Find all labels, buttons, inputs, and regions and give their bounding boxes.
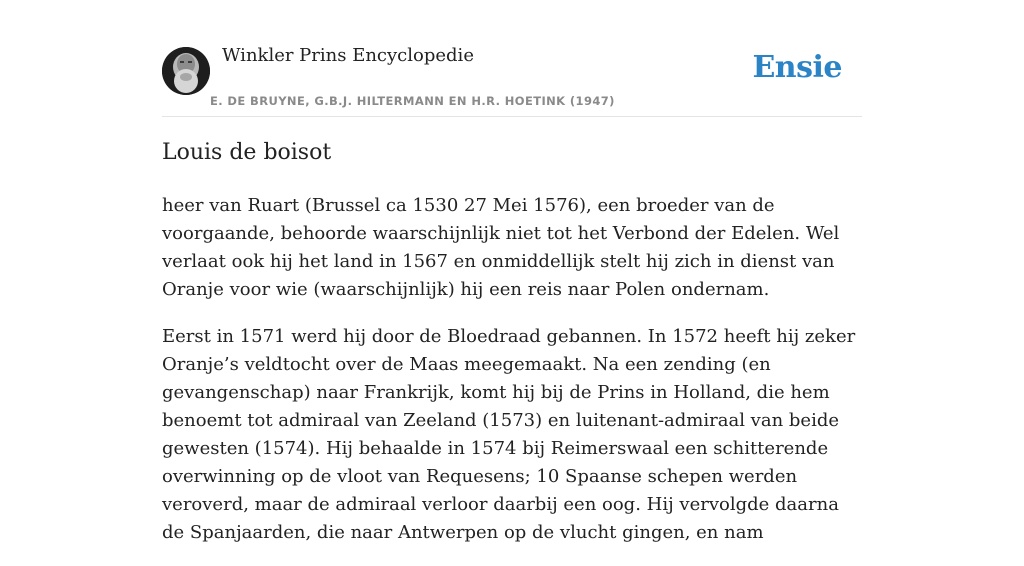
entry-paragraph: heer van Ruart (Brussel ca 1530 27 Mei 1576), een broeder van de voorgaande, behoorde waarschijnlijk niet tot het Verbond der Edelen. Wel verlaat ook hij het land in 1567 en onmiddellijk stelt hij zich in dienst van Oranje voor wie (waarschijnlijk) hij een reis naar Polen ondernam. — [162, 195, 840, 300]
page — [162, 0, 862, 543]
site-header — [162, 0, 862, 117]
portrait-photo-icon — [162, 47, 210, 95]
byline: E. DE BRUYNE, G.B.J. HILTERMANN EN H.R. HOETINK (1947) — [210, 94, 615, 108]
entry-title: Louis de boisot — [162, 140, 332, 165]
site-title[interactable]: Winkler Prins Encyclopedie — [222, 45, 474, 66]
entry-paragraph: Eerst in 1571 werd hij door de Bloedraad gebannen. In 1572 heeft hij zeker Oranje’s veldtocht over de Maas meegemaakt. Na een zending (en gevangenschap) naar Frankrijk, komt hij bij de Prins in Holland, die hem benoemt tot admiraal van Zeeland (1573) en luitenant-admiraal van beide gewesten (1574). Hij behaalde in 1574 bij Reimerswaal een schitterende overwinning op de vloot van Requesens; 10 Spaanse schepen werden veroverd, maar de admiraal verloor daarbij een oog. Hij vervolgde daarna de Spanjaarden, die naar Antwerpen op de vlucht gingen, en nam — [162, 326, 856, 543]
brand-logo[interactable]: Ensie — [752, 50, 842, 85]
entry-content — [162, 192, 862, 566]
